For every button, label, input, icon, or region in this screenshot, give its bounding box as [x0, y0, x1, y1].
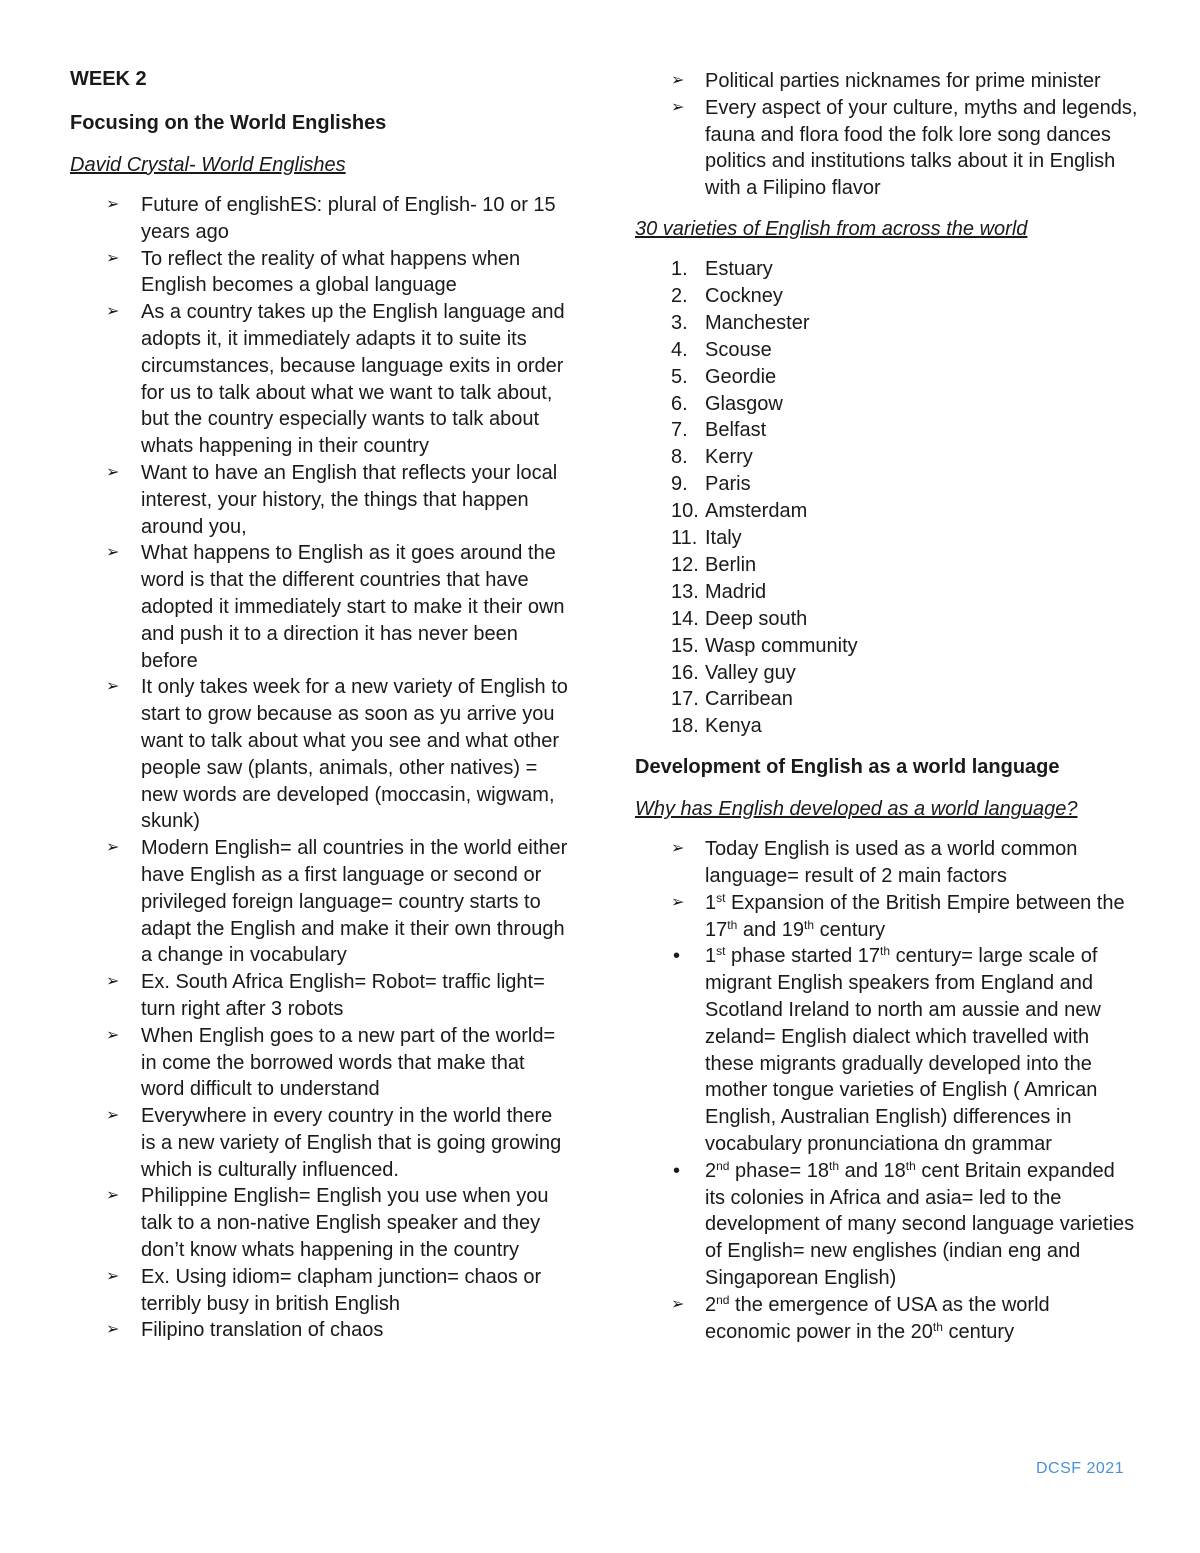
variety-name: Carribean: [705, 688, 793, 711]
list-item-text: Want to have an English that reflects your local interest, your history, the things that happen around you,: [141, 461, 558, 538]
list-item-text: Ex. South Africa English= Robot= traffic light= turn right after 3 robots: [141, 971, 545, 1020]
variety-name: Berlin: [705, 553, 757, 576]
variety-number: 2.: [671, 284, 688, 307]
variety-item: [635, 471, 1140, 498]
variety-item: [635, 633, 1140, 660]
list-item: [635, 943, 1140, 1157]
variety-name: Kenya: [705, 715, 762, 738]
list-item: [635, 836, 1140, 890]
variety-item: [635, 310, 1140, 337]
week-title: WEEK 2: [70, 68, 147, 90]
list-item: [70, 969, 570, 1023]
variety-number: 1.: [671, 257, 688, 280]
list-item-text: Every aspect of your culture, myths and legends, fauna and flora food the folk lore song dances politics and institutions talks about it in English with a Filipino flavor: [705, 96, 1138, 200]
variety-number: 10.: [671, 500, 699, 523]
variety-name: Paris: [705, 473, 751, 496]
list-item: [70, 246, 570, 300]
list-item-text: Ex. Using idiom= clapham junction= chaos or terribly busy in british English: [141, 1265, 542, 1315]
variety-item: [635, 444, 1140, 471]
variety-item: [635, 525, 1140, 552]
right-top-bullet-list: [635, 68, 1140, 202]
development-heading: Development of English as a world language: [635, 756, 1060, 779]
variety-item: [635, 606, 1140, 633]
variety-item: [635, 686, 1140, 713]
list-item-text: 2nd the emergence of USA as the world economic power in the 20th century: [705, 1292, 1050, 1343]
variety-number: 8.: [671, 446, 688, 469]
bullet-dot-icon: •: [673, 1159, 681, 1182]
variety-name: Cockney: [705, 284, 783, 307]
arrow-bullet-icon: ➢: [671, 98, 685, 116]
list-item-text: 2nd phase= 18th and 18th cent Britain expanded its colonies in Africa and asia= led to the development of many second language varieties of English= new englishes (indian eng and Singaporean English): [705, 1158, 1135, 1290]
list-item-text: What happens to English as it goes around the word is that the different countries that have adopted it immediately start to make it their own and push it to a direction it has never been before: [141, 542, 565, 672]
variety-name: Amsterdam: [705, 500, 808, 523]
right-bottom-bullet-list: [635, 836, 1140, 1345]
list-item: [635, 1158, 1140, 1292]
arrow-bullet-icon: ➢: [106, 303, 120, 321]
list-item: [70, 460, 570, 540]
arrow-bullet-icon: ➢: [106, 1107, 120, 1125]
list-item: [635, 1292, 1140, 1346]
list-item: [70, 1264, 570, 1318]
variety-item: [635, 391, 1140, 418]
variety-number: 4.: [671, 338, 688, 361]
list-item-text: To reflect the reality of what happens when English becomes a global language: [141, 247, 521, 297]
variety-name: Kerry: [705, 446, 753, 469]
list-item: [70, 540, 570, 674]
variety-item: [635, 364, 1140, 391]
variety-name: Manchester: [705, 311, 810, 334]
arrow-bullet-icon: ➢: [106, 1187, 120, 1205]
list-item: [70, 835, 570, 969]
variety-number: 5.: [671, 365, 688, 388]
arrow-bullet-icon: ➢: [671, 893, 685, 911]
list-item-text: Filipino translation of chaos: [141, 1319, 384, 1342]
list-item: [635, 890, 1140, 944]
list-item: [635, 68, 1140, 95]
variety-number: 6.: [671, 392, 688, 415]
list-item-text: 1st Expansion of the British Empire between the 17th and 19th century: [705, 890, 1125, 941]
section-heading: Focusing on the World Englishes: [70, 112, 387, 134]
arrow-bullet-icon: ➢: [106, 1321, 120, 1339]
variety-number: 12.: [671, 553, 699, 576]
list-item-text: When English goes to a new part of the world= in come the borrowed words that make that word difficult to understand: [141, 1024, 556, 1101]
list-item: [70, 674, 570, 835]
arrow-bullet-icon: ➢: [106, 678, 120, 696]
arrow-bullet-icon: ➢: [106, 463, 120, 481]
list-item-text: It only takes week for a new variety of English to start to grow because as soon as yu arrive you want to talk about what you see and what other people saw (plants, animals, other natives) = new words are developed (moccasin, wigwam, skunk): [141, 676, 568, 833]
variety-number: 16.: [671, 661, 699, 684]
variety-name: Scouse: [705, 338, 772, 361]
list-item-text: Modern English= all countries in the world either have English as a first language or second or privileged foreign language= country starts to adapt the English and make it their own through a change in vocabulary: [141, 837, 568, 967]
arrow-bullet-icon: ➢: [671, 72, 685, 89]
arrow-bullet-icon: ➢: [671, 1295, 685, 1313]
variety-number: 15.: [671, 634, 699, 657]
arrow-bullet-icon: ➢: [671, 840, 685, 858]
variety-item: [635, 552, 1140, 579]
variety-name: Glasgow: [705, 392, 783, 415]
list-item: [70, 192, 570, 246]
variety-name: Madrid: [705, 580, 767, 603]
arrow-bullet-icon: ➢: [106, 249, 120, 267]
variety-name: Belfast: [705, 419, 767, 442]
variety-item: [635, 256, 1140, 283]
arrow-bullet-icon: ➢: [106, 1267, 120, 1285]
variety-item: [635, 498, 1140, 525]
variety-item: [635, 713, 1140, 740]
variety-number: 11.: [671, 527, 698, 550]
variety-number: 3.: [671, 311, 688, 334]
arrow-bullet-icon: ➢: [106, 839, 120, 857]
varieties-heading: 30 varieties of English from across the world: [635, 217, 1028, 240]
variety-name: Wasp community: [705, 634, 858, 657]
list-item-text: Future of englishES: plural of English- 10 or 15 years ago: [141, 194, 556, 243]
variety-name: Italy: [705, 527, 742, 550]
variety-number: 13.: [671, 580, 699, 603]
left-bullet-list: [70, 192, 570, 1344]
variety-item: [635, 417, 1140, 444]
variety-number: 18.: [671, 715, 699, 738]
list-item: [70, 1183, 570, 1263]
variety-number: 14.: [671, 607, 699, 630]
list-item: [70, 299, 570, 460]
arrow-bullet-icon: ➢: [106, 544, 120, 562]
varieties-list: [635, 256, 1140, 740]
list-item-text: 1st phase started 17th century= large scale of migrant English speakers from England and Scotland Ireland to north am aussie and new zeland= English dialect which travelled with these migrants gradually developed into the mother tongue varieties of English ( Amrican English, Australian English) differences in vocabulary pronunciationa dn grammar: [705, 944, 1101, 1156]
list-item-text: Today English is used as a world common language= result of 2 main factors: [705, 838, 1078, 888]
list-item-text: Political parties nicknames for prime minister: [705, 70, 1101, 92]
variety-number: 7.: [671, 419, 688, 442]
variety-item: [635, 579, 1140, 606]
list-item: [70, 1023, 570, 1103]
bullet-dot-icon: •: [673, 945, 681, 968]
why-heading: Why has English developed as a world language?: [635, 798, 1078, 821]
variety-name: Geordie: [705, 365, 777, 388]
right-column: [635, 68, 1140, 1345]
variety-name: Deep south: [705, 607, 808, 630]
list-item-text: Everywhere in every country in the world there is a new variety of English that is going growing which is culturally influenced.: [141, 1105, 562, 1181]
variety-item: [635, 283, 1140, 310]
variety-name: Estuary: [705, 257, 773, 280]
arrow-bullet-icon: ➢: [106, 1026, 120, 1044]
list-item: [635, 95, 1140, 202]
variety-item: [635, 337, 1140, 364]
list-item-text: Philippine English= English you use when you talk to a non-native English speaker and they don’t know whats happening in the country: [141, 1185, 549, 1262]
arrow-bullet-icon: ➢: [106, 973, 120, 991]
variety-number: 9.: [671, 473, 688, 496]
footer-mark: DCSF 2021: [1036, 1460, 1125, 1477]
variety-number: 17.: [671, 688, 699, 711]
left-column: [70, 66, 570, 1344]
subheading-link: David Crystal- World Englishes: [70, 154, 346, 176]
list-item-text: As a country takes up the English language and adopts it, it immediately adapts it to suite its circumstances, because language exits in order for us to talk about what we want to talk about, but the country especially wants to talk about whats happening in their country: [141, 301, 565, 458]
variety-name: Valley guy: [705, 661, 796, 684]
arrow-bullet-icon: ➢: [106, 196, 120, 213]
variety-item: [635, 660, 1140, 687]
list-item: [70, 1317, 570, 1344]
list-item: [70, 1103, 570, 1183]
